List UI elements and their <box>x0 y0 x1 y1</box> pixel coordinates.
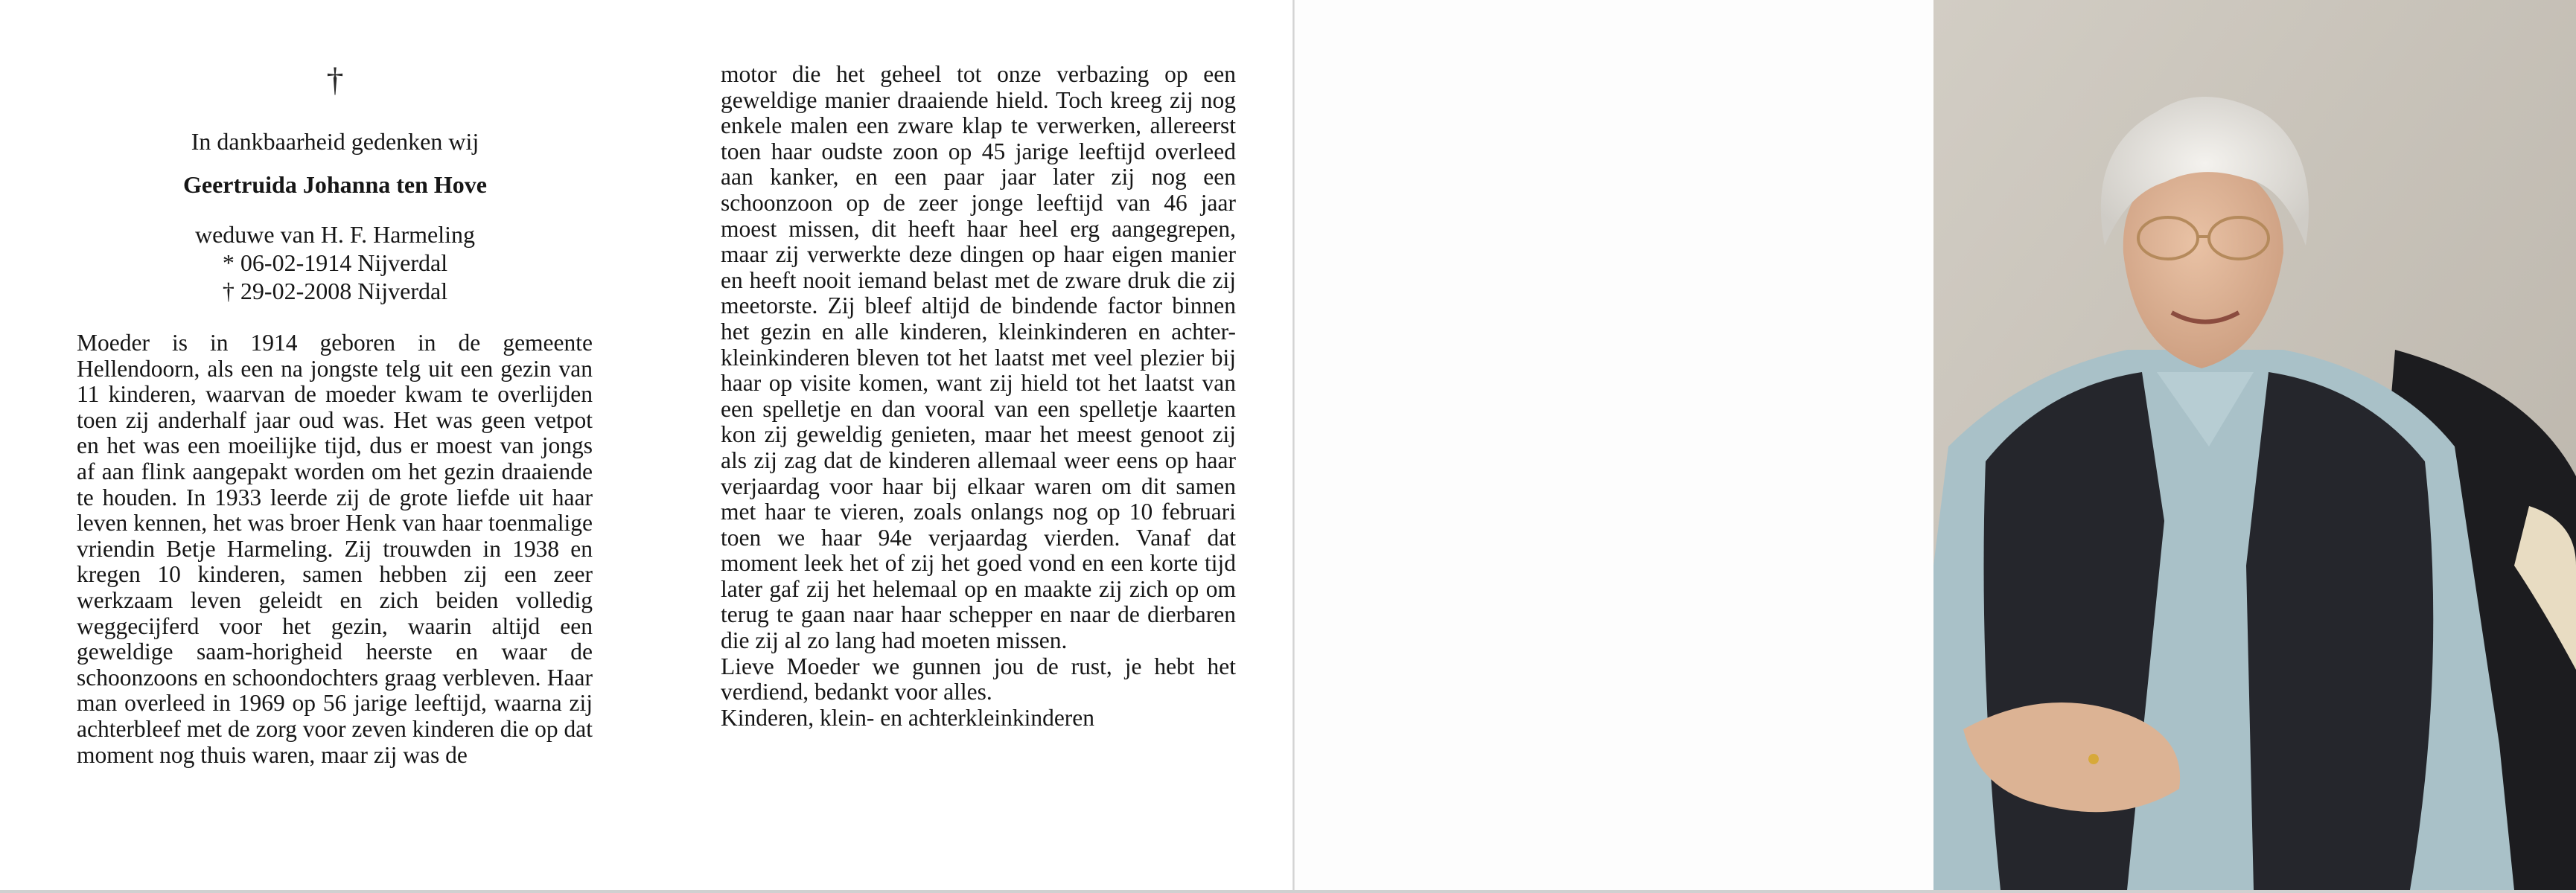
portrait-photo <box>1933 0 2576 890</box>
biography-column-right <box>721 62 1236 731</box>
death-line: † 29-02-2008 Nijverdal <box>222 278 448 304</box>
farewell-text: Lieve Moeder we gunnen jou de rust, je hebt het verdiend, bedankt voor alles. <box>721 653 1236 705</box>
deceased-name: Geertruida Johanna ten Hove <box>183 171 487 198</box>
blank-inner-page <box>1295 0 1933 893</box>
birth-line: * 06-02-1914 Nijverdal <box>222 249 448 276</box>
widow-of-line: weduwe van H. F. Harmeling <box>194 221 475 248</box>
card-bottom-edge <box>0 890 2576 893</box>
intro-line: In dankbaarheid gedenken wij <box>191 128 479 155</box>
biography-part-2: motor die het geheel tot onze verbazing op een geweldige manier draaiende hield. Toch kreeg zij nog enkele malen een zware klap te verwerken, allereerst toen haar oudste zoon op 45 jarige leeftijd overleed aan kanker, en een paar jaar later zij nog een schoonzoon op de zeer jonge leeftijd van 46 jaar moest missen, dit heeft haar heel erg aangegrepen, maar zij verwerkte deze dingen op haar eigen manier en heeft nooit iemand belast met de zware druk die zij meetorste. Zij bleef altijd de bindende factor binnen het gezin en alle kinderen, kleinkinderen en achter-kleinkinderen bleven tot het laatst met veel plezier bij haar op visite komen, want zij hield tot het laatst van een spelletje en dan vooral van een spelletje kaarten kon zij geweldig genieten, maar het meest genoot zij als zij zag dat de kinderen allemaal weer eens op haar verjaardag voor haar bij elkaar waren om dit samen met haar te vieren, zoals onlangs nog op 10 februari toen we haar 94e verjaardag vierden. Vanaf dat moment leek het of zij het goed vond en een korte tijd later gaf zij het helemaal op en maakte zij zich op om terug te gaan naar haar schepper en naar de dierbaren die zij al zo lang had moeten missen. <box>721 61 1236 654</box>
ring <box>2088 754 2099 764</box>
vest-right <box>2246 372 2433 890</box>
portrait-illustration <box>1933 0 2576 890</box>
card-header <box>97 60 573 305</box>
signoff: Kinderen, klein- en achterkleinkinderen <box>721 704 1095 731</box>
biography-part-1: Moeder is in 1914 geboren in de gemeente Hellendoorn, als een na jongste telg uit een gezin van 11 kinderen, waarvan de moeder kwam te overlijden toen zij anderhalf jaar oud was. Het was geen vetpot en het was een moeilijke tijd, dus er moest van jongs af aan flink aangepakt worden om het gezin draaiende te houden. In 1933 leerde zij de grote liefde uit haar leven kennen, het was broer Henk van haar toenmalige vriendin Betje Harmeling. Zij trouwden in 1938 en kregen 10 kinderen, samen hebben zij een zeer werkzaam leven geleidt en zich beiden volledig weggecijferd voor het gezin, waarin altijd een geweldige saam-horigheid heerste en waar de schoonzoons en schoondochters graag verbleven. Haar man overleed in 1969 op 56 jarige leeftijd, waarna zij achterbleef met de zorg voor zeven kinderen die op dat moment nog thuis waren, maar zij was de <box>77 330 593 768</box>
biography-column-left <box>77 330 593 768</box>
cross-icon: † <box>326 60 344 98</box>
